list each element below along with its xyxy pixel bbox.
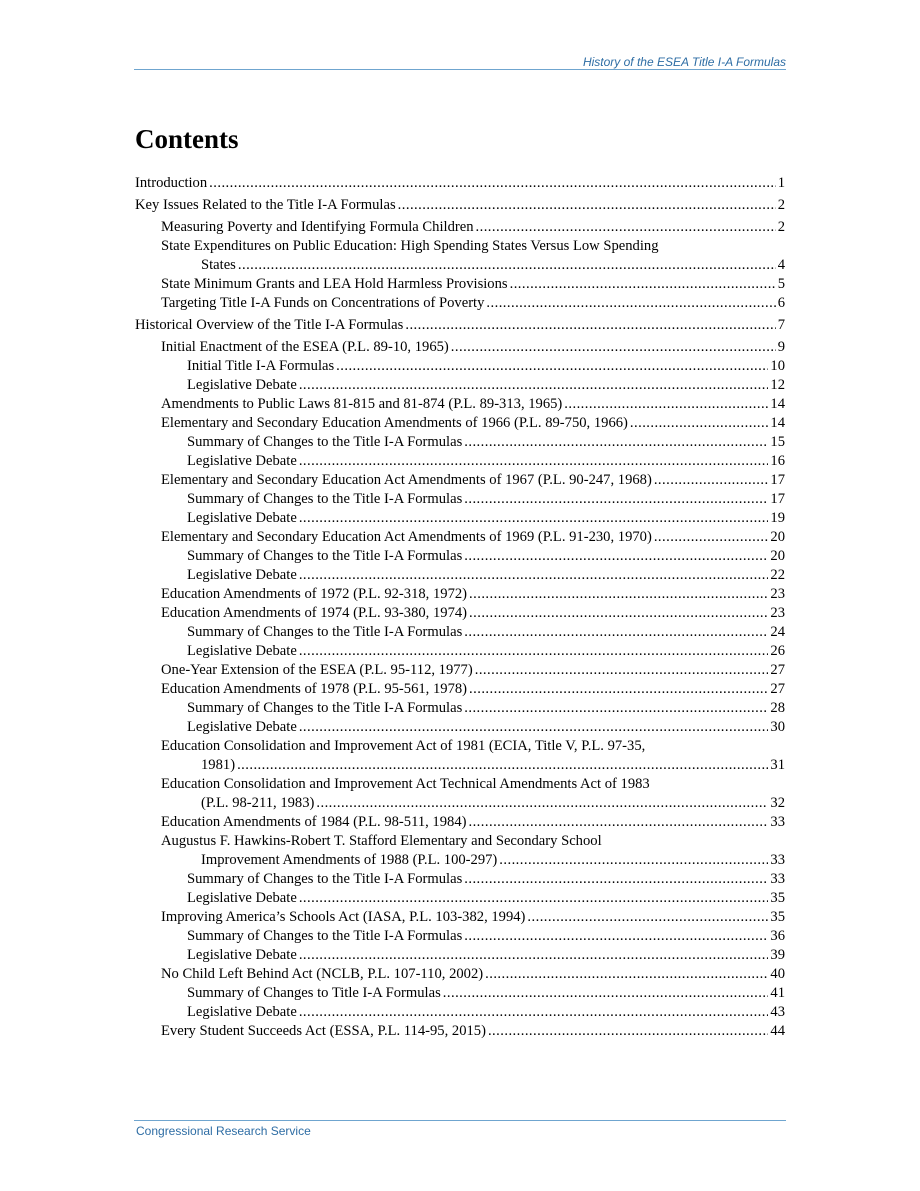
toc-page-number: 2 [777,219,785,235]
toc-page-number: 4 [777,257,785,273]
toc-page-number: 7 [777,317,785,333]
toc-entry[interactable] [135,1022,785,1041]
toc-entry[interactable] [135,357,785,376]
toc-entry[interactable] [135,316,785,335]
dot-leader [299,452,769,471]
toc-page-number: 5 [777,276,785,292]
toc-entry[interactable] [135,585,785,604]
dot-leader [299,1003,769,1022]
toc-entry[interactable] [135,1003,785,1022]
toc-entry[interactable] [135,946,785,965]
toc-entry[interactable] [135,490,785,509]
toc-entry-label: Legislative Debate [187,719,297,735]
toc-entry-label-continued: Improvement Amendments of 1988 (P.L. 100-297) [201,852,498,868]
toc-page-number: 9 [777,339,785,355]
toc-entry-label: Education Amendments of 1974 (P.L. 93-380, 1974) [161,605,468,621]
dot-leader [209,174,776,193]
toc-entry[interactable] [135,832,785,870]
toc-entry[interactable] [135,452,785,471]
dot-leader [486,294,775,313]
toc-entry[interactable] [135,376,785,395]
toc-page-number: 17 [770,491,785,507]
toc-entry[interactable] [135,908,785,927]
toc-entry-label: Historical Overview of the Title I-A Formulas [135,317,404,333]
dot-leader [464,433,768,452]
toc-entry-label: Key Issues Related to the Title I-A Formulas [135,197,396,213]
toc-page-number: 33 [770,852,785,868]
toc-entry-label: State Expenditures on Public Education: High Spending States Versus Low Spending [161,238,659,254]
toc-entry-label: Summary of Changes to the Title I-A Formulas [187,624,463,640]
toc-page-number: 43 [770,1004,785,1020]
toc-entry[interactable] [135,661,785,680]
toc-entry[interactable] [135,275,785,294]
toc-page-number: 12 [770,377,785,393]
dot-leader [475,661,769,680]
toc-entry[interactable] [135,623,785,642]
toc-entry-label-continued: States [201,257,236,273]
toc-page-number: 23 [770,586,785,602]
toc-page-number: 2 [777,197,785,213]
toc-entry-label: Education Consolidation and Improvement Act Technical Amendments Act of 1983 [161,776,650,792]
toc-entry[interactable] [135,718,785,737]
toc-page-number: 15 [770,434,785,450]
toc-entry-label: Education Consolidation and Improvement Act of 1981 (ECIA, Title V, P.L. 97-35, [161,738,646,754]
dot-leader [464,699,768,718]
toc-entry[interactable] [135,737,785,775]
toc-entry-label: Introduction [135,175,208,191]
dot-leader [654,528,769,547]
header-rule [134,69,786,70]
toc-entry[interactable] [135,218,785,237]
toc-entry-label: Summary of Changes to the Title I-A Formulas [187,434,463,450]
toc-entry-label: Education Amendments of 1978 (P.L. 95-561, 1978) [161,681,468,697]
toc-page-number: 24 [770,624,785,640]
toc-entry-label: Initial Title I-A Formulas [187,358,335,374]
toc-entry-label: Summary of Changes to the Title I-A Formulas [187,491,463,507]
toc-entry[interactable] [135,509,785,528]
dot-leader [299,642,769,661]
dot-leader [299,566,769,585]
toc-page-number: 22 [770,567,785,583]
toc-entry[interactable] [135,338,785,357]
toc-entry[interactable] [135,237,785,275]
toc-page-number: 35 [770,909,785,925]
toc-entry[interactable] [135,433,785,452]
dot-leader [464,490,768,509]
dot-leader [499,851,768,870]
dot-leader [299,889,769,908]
toc-entry-label: Targeting Title I-A Funds on Concentrations of Poverty [161,295,485,311]
toc-entry-label: Initial Enactment of the ESEA (P.L. 89-10, 1965) [161,339,449,355]
table-of-contents [135,174,785,1041]
toc-entry-label: Elementary and Secondary Education Act Amendments of 1967 (P.L. 90-247, 1968) [161,472,652,488]
toc-entry-label: Elementary and Secondary Education Act Amendments of 1969 (P.L. 91-230, 1970) [161,529,652,545]
toc-page-number: 20 [770,548,785,564]
toc-page-number: 14 [770,396,785,412]
toc-entry[interactable] [135,547,785,566]
toc-page-number: 40 [770,966,785,982]
dot-leader [469,680,768,699]
dot-leader [316,794,768,813]
toc-entry-label: Legislative Debate [187,453,297,469]
toc-entry-label: Every Student Succeeds Act (ESSA, P.L. 114-95, 2015) [161,1023,486,1039]
toc-entry[interactable] [135,889,785,908]
toc-entry[interactable] [135,680,785,699]
dot-leader [398,196,776,215]
toc-entry-label: Summary of Changes to the Title I-A Formulas [187,928,463,944]
dot-leader [299,509,769,528]
toc-entry-label-continued: (P.L. 98-211, 1983) [201,795,315,811]
toc-entry-label: Legislative Debate [187,1004,297,1020]
toc-entry-label: Summary of Changes to Title I-A Formulas [187,985,441,1001]
dot-leader [299,946,769,965]
toc-page-number: 44 [770,1023,785,1039]
toc-page-number: 39 [770,947,785,963]
toc-page-number: 30 [770,719,785,735]
dot-leader [464,623,768,642]
dot-leader [630,414,769,433]
running-header: History of the ESEA Title I-A Formulas [582,55,786,69]
toc-entry-label: Legislative Debate [187,890,297,906]
toc-page-number: 27 [770,681,785,697]
dot-leader [299,376,769,395]
dot-leader [488,1022,768,1041]
toc-entry[interactable] [135,395,785,414]
toc-entry[interactable] [135,642,785,661]
dot-leader [299,718,769,737]
dot-leader [485,965,768,984]
toc-entry-label: Measuring Poverty and Identifying Formula Children [161,219,474,235]
toc-page-number: 41 [770,985,785,1001]
toc-entry-label: Amendments to Public Laws 81-815 and 81-874 (P.L. 89-313, 1965) [161,396,563,412]
dot-leader [654,471,769,490]
dot-leader [238,256,776,275]
toc-page-number: 36 [770,928,785,944]
dot-leader [405,316,775,335]
toc-entry[interactable] [135,414,785,433]
toc-entry[interactable] [135,174,785,193]
toc-entry[interactable] [135,566,785,585]
toc-page-number: 10 [770,358,785,374]
toc-entry-label: State Minimum Grants and LEA Hold Harmless Provisions [161,276,508,292]
page-title: Contents [135,124,239,154]
toc-entry-label: Improving America’s Schools Act (IASA, P.L. 103-382, 1994) [161,909,526,925]
toc-entry[interactable] [135,984,785,1003]
footer-text: Congressional Research Service [136,1124,311,1138]
toc-entry[interactable] [135,965,785,984]
dot-leader [469,585,768,604]
dot-leader [476,218,776,237]
toc-page-number: 23 [770,605,785,621]
toc-entry[interactable] [135,870,785,889]
toc-page-number: 17 [770,472,785,488]
toc-page-number: 32 [770,795,785,811]
toc-entry[interactable] [135,699,785,718]
toc-entry[interactable] [135,196,785,215]
toc-entry[interactable] [135,604,785,623]
toc-entry-label: Elementary and Secondary Education Amendments of 1966 (P.L. 89-750, 1966) [161,415,628,431]
toc-page-number: 14 [770,415,785,431]
toc-entry-label-continued: 1981) [201,757,236,773]
toc-page-number: 33 [770,871,785,887]
dot-leader [564,395,768,414]
dot-leader [336,357,768,376]
toc-page-number: 26 [770,643,785,659]
toc-entry[interactable] [135,775,785,813]
toc-page-number: 1 [777,175,785,191]
dot-leader [443,984,769,1003]
footer-rule [134,1120,786,1121]
toc-entry[interactable] [135,528,785,547]
toc-entry-label: No Child Left Behind Act (NCLB, P.L. 107-110, 2002) [161,966,484,982]
toc-page-number: 33 [770,814,785,830]
toc-page-number: 28 [770,700,785,716]
toc-page-number: 6 [777,295,785,311]
toc-entry[interactable] [135,927,785,946]
toc-entry-label: Legislative Debate [187,947,297,963]
toc-entry[interactable] [135,813,785,832]
toc-entry-label: One-Year Extension of the ESEA (P.L. 95-112, 1977) [161,662,473,678]
dot-leader [527,908,768,927]
toc-entry-label: Augustus F. Hawkins-Robert T. Stafford Elementary and Secondary School [161,833,602,849]
toc-entry-label: Legislative Debate [187,377,297,393]
toc-entry-label: Legislative Debate [187,567,297,583]
toc-page-number: 27 [770,662,785,678]
dot-leader [464,927,768,946]
toc-page-number: 19 [770,510,785,526]
dot-leader [237,756,768,775]
dot-leader [468,813,768,832]
toc-entry[interactable] [135,471,785,490]
toc-entry-label: Summary of Changes to the Title I-A Formulas [187,871,463,887]
dot-leader [469,604,768,623]
toc-page-number: 20 [770,529,785,545]
toc-page-number: 16 [770,453,785,469]
toc-entry-label: Summary of Changes to the Title I-A Formulas [187,548,463,564]
toc-entry-label: Legislative Debate [187,643,297,659]
dot-leader [464,870,768,889]
toc-page-number: 31 [770,757,785,773]
toc-entry-label: Summary of Changes to the Title I-A Formulas [187,700,463,716]
toc-entry-label: Legislative Debate [187,510,297,526]
dot-leader [464,547,768,566]
toc-page-number: 35 [770,890,785,906]
dot-leader [510,275,776,294]
dot-leader [451,338,776,357]
toc-entry[interactable] [135,294,785,313]
toc-entry-label: Education Amendments of 1984 (P.L. 98-511, 1984) [161,814,467,830]
toc-entry-label: Education Amendments of 1972 (P.L. 92-318, 1972) [161,586,468,602]
